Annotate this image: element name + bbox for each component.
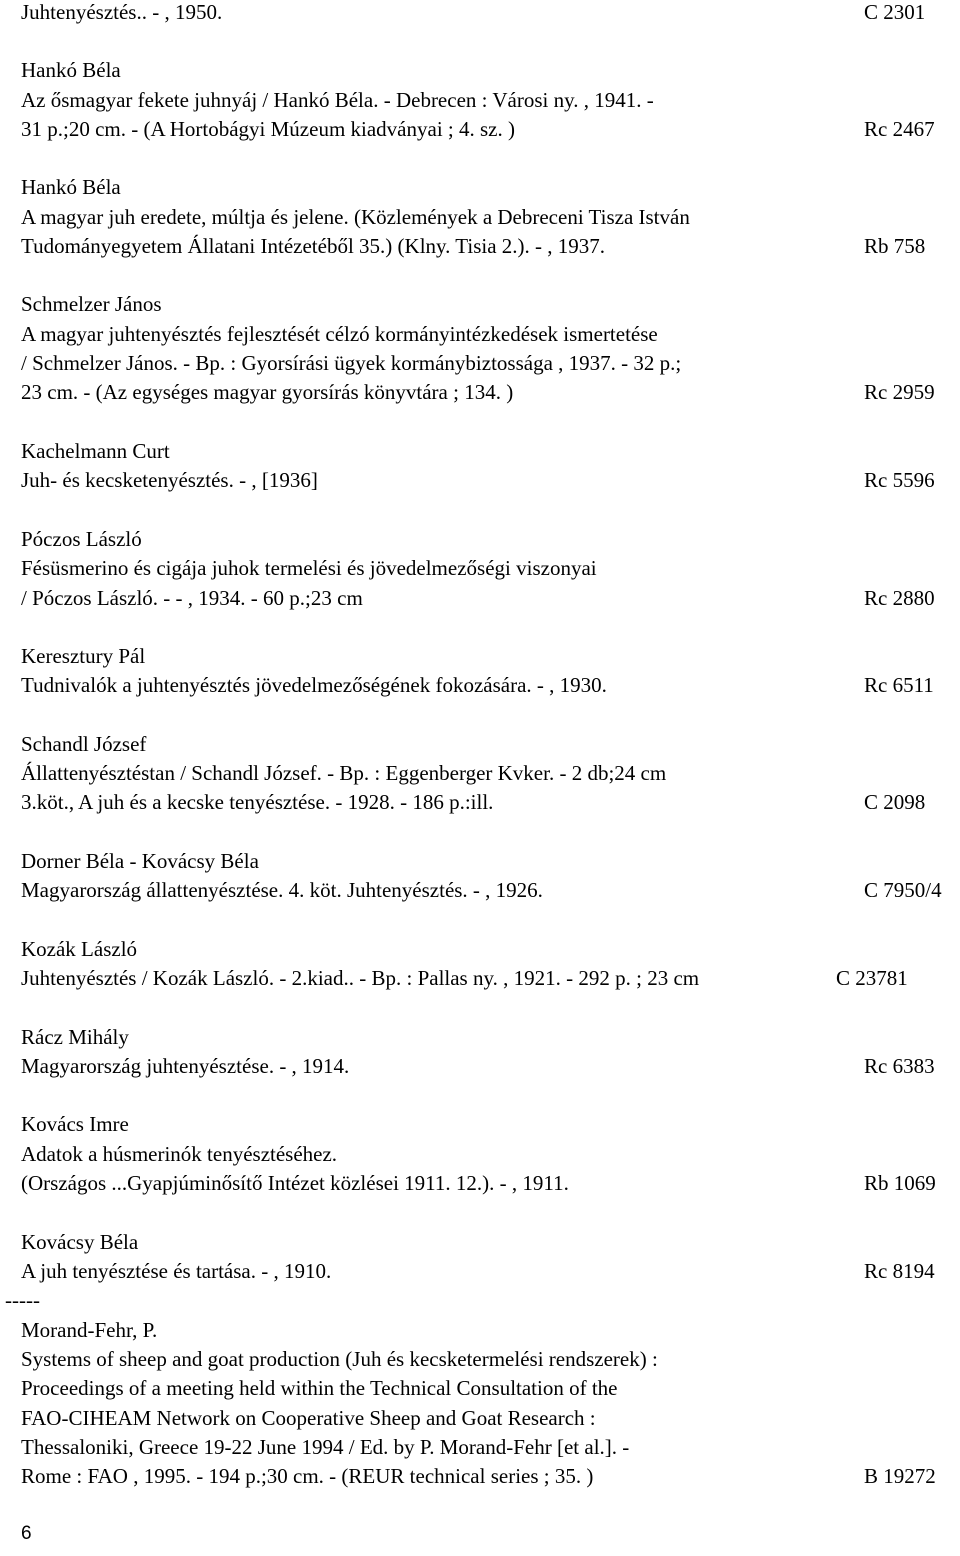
separator: -----	[5, 1288, 40, 1312]
entry-line: Proceedings of a meeting held within the Technical Consultation of the	[21, 1376, 618, 1400]
entry-line: 3.köt., A juh és a kecske tenyésztése. - 1928. - 186 p.:ill.	[21, 790, 494, 814]
entry-author: Kachelmann Curt	[21, 439, 170, 463]
entry-line: Juhtenyésztés.. - , 1950.	[21, 0, 223, 24]
entry-line: Állattenyésztéstan / Schandl József. - Bp. : Eggenberger Kvker. - 2 db;24 cm	[21, 761, 667, 785]
call-number: Rb 1069	[864, 1171, 936, 1195]
entry-author: Keresztury Pál	[21, 644, 146, 668]
entry-author: Kozák László	[21, 937, 138, 961]
entry-line: Juhtenyésztés / Kozák László. - 2.kiad.. - Bp. : Pallas ny. , 1921. - 292 p. ; 23 cm	[21, 966, 700, 990]
entry-line: Tudnivalók a juhtenyésztés jövedelmezőségének fokozására. - , 1930.	[21, 673, 607, 697]
entry-line: Adatok a húsmerinók tenyésztéséhez.	[21, 1142, 338, 1166]
entry-line: Magyarország állattenyésztése. 4. köt. Juhtenyésztés. - , 1926.	[21, 878, 543, 902]
call-number: C 7950/4	[864, 878, 942, 902]
entry-line: Systems of sheep and goat production (Juh és kecsketermelési rendszerek) :	[21, 1347, 658, 1371]
entry-author: Rácz Mihály	[21, 1025, 129, 1049]
entry-line: / Schmelzer János. - Bp. : Gyorsírási ügyek kormánybiztossága , 1937. - 32 p.;	[21, 351, 682, 375]
call-number: C 23781	[836, 966, 908, 990]
entry-line: (Országos ...Gyapjúminősítő Intézet közlései 1911. 12.). - , 1911.	[21, 1171, 569, 1195]
call-number: Rc 2959	[864, 380, 935, 404]
entry-line: A magyar juhtenyésztés fejlesztését célzó kormányintézkedések ismertetése	[21, 322, 658, 346]
call-number: Rc 8194	[864, 1259, 935, 1283]
entry-author: Morand-Fehr, P.	[21, 1318, 158, 1342]
entry-line: Thessaloniki, Greece 19-22 June 1994 / Ed. by P. Morand-Fehr [et al.]. -	[21, 1435, 630, 1459]
call-number: Rc 2467	[864, 117, 935, 141]
call-number: Rc 5596	[864, 468, 935, 492]
entry-line: Tudományegyetem Állatani Intézetéből 35.) (Klny. Tisia 2.). - , 1937.	[21, 234, 606, 258]
entry-author: Hankó Béla	[21, 58, 121, 82]
call-number: Rc 6383	[864, 1054, 935, 1078]
entry-line: Rome : FAO , 1995. - 194 p.;30 cm. - (REUR technical series ; 35. )	[21, 1464, 594, 1488]
entry-line: A juh tenyésztése és tartása. - , 1910.	[21, 1259, 332, 1283]
entry-line: A magyar juh eredete, múltja és jelene. (Közlemények a Debreceni Tisza István	[21, 205, 690, 229]
entry-author: Kovács Imre	[21, 1112, 129, 1136]
call-number: C 2301	[864, 0, 926, 24]
entry-line: Magyarország juhtenyésztése. - , 1914.	[21, 1054, 350, 1078]
entry-author: Schandl József	[21, 732, 147, 756]
call-number: Rc 2880	[864, 586, 935, 610]
call-number: Rb 758	[864, 234, 926, 258]
call-number: B 19272	[864, 1464, 936, 1488]
entry-author: Hankó Béla	[21, 175, 121, 199]
call-number: Rc 6511	[864, 673, 934, 697]
entry-line: 23 cm. - (Az egységes magyar gyorsírás könyvtára ; 134. )	[21, 380, 514, 404]
entry-author: Póczos László	[21, 527, 142, 551]
entry-line: FAO-CIHEAM Network on Cooperative Sheep and Goat Research :	[21, 1406, 596, 1430]
entry-author: Schmelzer János	[21, 292, 162, 316]
entry-line: Az ősmagyar fekete juhnyáj / Hankó Béla. - Debrecen : Városi ny. , 1941. -	[21, 88, 654, 112]
call-number: C 2098	[864, 790, 926, 814]
entry-author: Dorner Béla - Kovácsy Béla	[21, 849, 259, 873]
entry-line: Fésüsmerino és cigája juhok termelési és jövedelmezőségi viszonyai	[21, 556, 597, 580]
entry-line: 31 p.;20 cm. - (A Hortobágyi Múzeum kiadványai ; 4. sz. )	[21, 117, 515, 141]
entry-line: Juh- és kecsketenyésztés. - , [1936]	[21, 468, 318, 492]
page-number: 6	[21, 1523, 32, 1544]
entry-line: / Póczos László. - - , 1934. - 60 p.;23 cm	[21, 586, 363, 610]
entry-author: Kovácsy Béla	[21, 1230, 139, 1254]
